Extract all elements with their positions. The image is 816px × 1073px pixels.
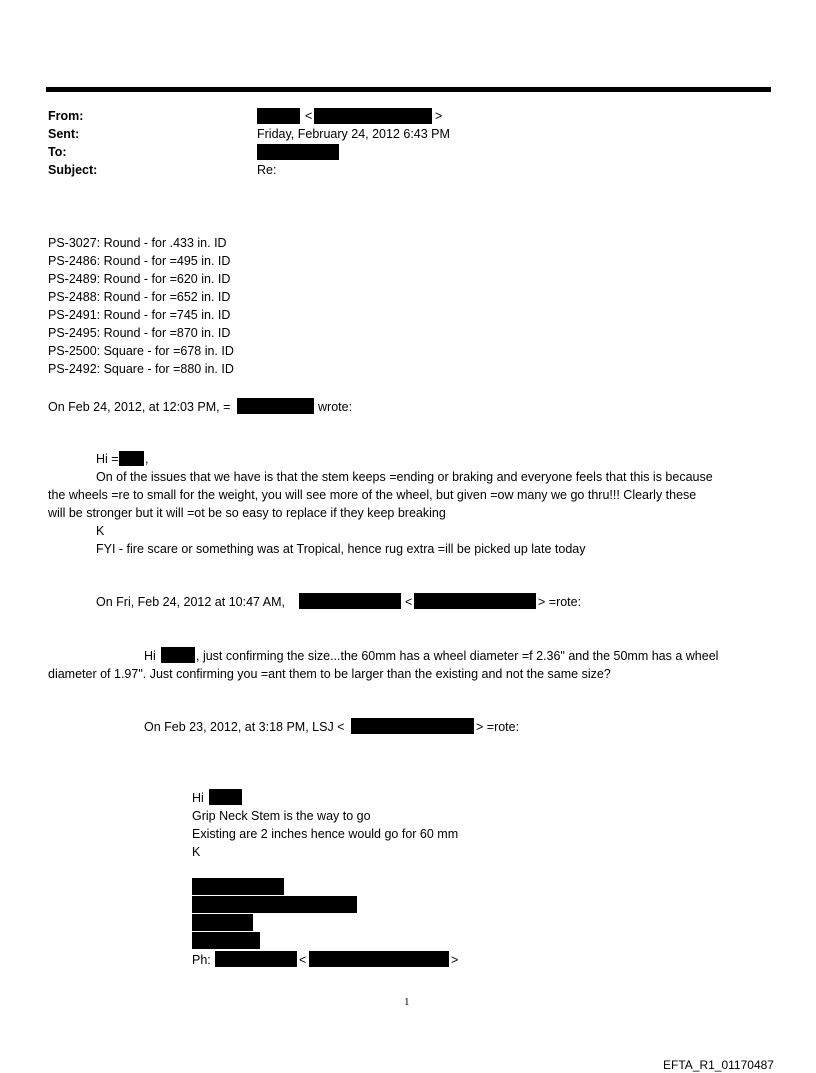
redaction-signature-4: [192, 932, 260, 949]
quote3-ph-gt: >: [451, 953, 459, 967]
quote3-hi: Hi: [192, 791, 204, 805]
quote3-ph-lt: <: [299, 953, 307, 967]
quote1-fyi: FYI - fire scare or something was at Tropical, hence rug extra =ill be picked up late today: [96, 542, 586, 556]
sent-label: Sent:: [48, 127, 80, 141]
quote1-header-post: wrote:: [318, 400, 353, 414]
redaction-quote3-email: [351, 718, 474, 734]
redaction-quote2-hi: [161, 647, 195, 663]
quote1-body-line: will be stronger but it will =ot be so easy to replace if they keep breaking: [48, 506, 446, 520]
header-rule: [46, 87, 771, 92]
page-number: 1: [404, 996, 410, 1008]
quote3-line: Grip Neck Stem is the way to go: [192, 809, 371, 823]
redaction-quote1-hi: [119, 451, 144, 466]
quote2-header-pre: On Fri, Feb 24, 2012 at 10:47 AM,: [96, 595, 285, 609]
quote3-line: Existing are 2 inches hence would go for 60 mm: [192, 827, 459, 841]
redaction-to: [257, 144, 339, 160]
redaction-quote2-sender: [299, 593, 401, 609]
quote2-header-lt: <: [405, 595, 413, 609]
document-id: EFTA_R1_01170487: [663, 1058, 774, 1072]
from-label: From:: [48, 109, 84, 123]
part-line: PS-3027: Round - for .433 in. ID: [48, 236, 227, 250]
sent-value: Friday, February 24, 2012 6:43 PM: [257, 127, 450, 141]
redaction-signature-3: [192, 914, 253, 931]
redaction-quote1-sender: [237, 398, 314, 414]
from-gt: >: [435, 109, 443, 123]
quote1-hi-comma: ,: [145, 452, 149, 466]
from-lt: <: [305, 109, 313, 123]
quote1-body-line: the wheels =re to small for the weight, you will see more of the wheel, but given =ow many we go thru!!! Clearly these: [48, 488, 697, 502]
redaction-signature-1: [192, 878, 284, 895]
part-line: PS-2489: Round - for =620 in. ID: [48, 272, 231, 286]
redaction-phone-email: [309, 951, 449, 967]
quote3-header-post: > =rote:: [476, 720, 520, 734]
part-line: PS-2492: Square - for =880 in. ID: [48, 362, 234, 376]
redaction-quote2-email: [414, 593, 536, 609]
redaction-phone: [215, 951, 297, 967]
redaction-quote3-hi: [209, 789, 242, 805]
quote2-body-line: , just confirming the size...the 60mm has a wheel diameter =f 2.36" and the 50mm has a wheel: [196, 649, 719, 663]
quote2-body-line: diameter of 1.97". Just confirming you =ant them to be larger than the existing and not the same size?: [48, 667, 611, 681]
subject-value: Re:: [257, 163, 277, 177]
redaction-from-email: [314, 108, 432, 124]
part-line: PS-2491: Round - for =745 in. ID: [48, 308, 231, 322]
quote3-header-pre: On Feb 23, 2012, at 3:18 PM, LSJ <: [144, 720, 345, 734]
part-line: PS-2500: Square - for =678 in. ID: [48, 344, 234, 358]
part-line: PS-2495: Round - for =870 in. ID: [48, 326, 231, 340]
quote3-sign: K: [192, 845, 201, 859]
quote1-sign: K: [96, 524, 105, 538]
redaction-signature-2: [192, 896, 357, 913]
part-line: PS-2488: Round - for =652 in. ID: [48, 290, 231, 304]
quote2-hi: Hi: [144, 649, 156, 663]
to-label: To:: [48, 145, 67, 159]
quote1-hi: Hi =: [96, 452, 119, 466]
part-line: PS-2486: Round - for =495 in. ID: [48, 254, 231, 268]
quote1-header-pre: On Feb 24, 2012, at 12:03 PM, =: [48, 400, 231, 414]
quote3-ph-label: Ph:: [192, 953, 211, 967]
redaction-from-name: [257, 108, 300, 124]
quote1-body-line: On of the issues that we have is that the stem keeps =ending or braking and everyone feels that this is because: [96, 470, 713, 484]
quote2-header-post: > =rote:: [538, 595, 582, 609]
subject-label: Subject:: [48, 163, 98, 177]
